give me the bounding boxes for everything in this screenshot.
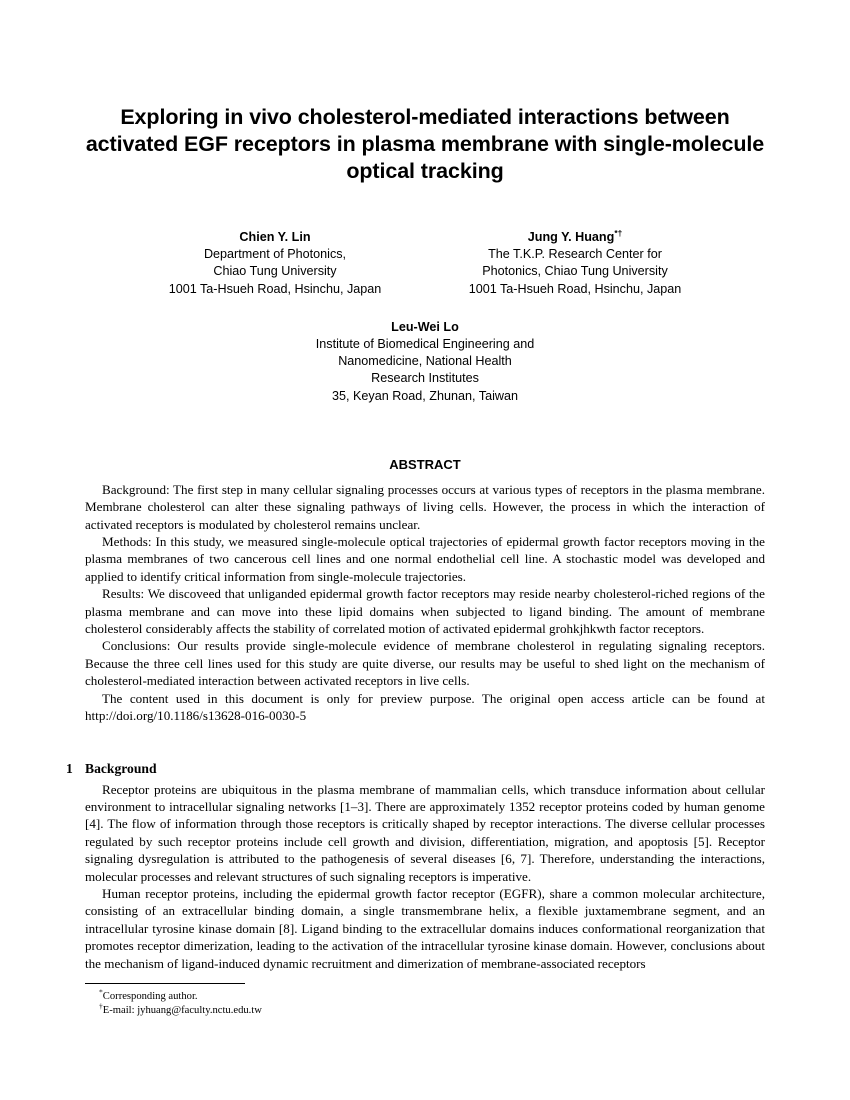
author-affiliation-line: Photonics, Chiao Tung University xyxy=(482,264,668,279)
author-affiliation-line: 1001 Ta-Hsueh Road, Hsinchu, Japan xyxy=(468,281,682,296)
author-affiliation-line: Institute of Biomedical Engineering and xyxy=(315,337,535,352)
section-heading xyxy=(66,760,765,778)
footnote-text: Corresponding author. xyxy=(102,991,198,1002)
abstract-preview-notice: The content used in this document is only for preview purpose. The original open access article can be found at http://doi.org/10.1186/s13628-016-0030-5 xyxy=(85,690,765,724)
author-name xyxy=(425,229,725,246)
footnote-block xyxy=(85,983,765,1018)
footnote-separator-rule xyxy=(85,983,245,984)
author-entry-2 xyxy=(425,229,725,298)
abstract-heading: ABSTRACT xyxy=(389,456,461,472)
author-name-text: Jung Y. Huang xyxy=(527,230,615,244)
author-affiliation-line: Research Institutes xyxy=(371,371,479,386)
footnote-text: E-mail: jyhuang@faculty.nctu.edu.tw xyxy=(102,1005,262,1016)
page-title: Exploring in vivo cholesterol-mediated interactions between activated EGF receptors in plasma membrane with single-molecule optical tracking xyxy=(85,105,765,183)
footnote-mark: * xyxy=(99,987,103,997)
footnote-corresponding-author xyxy=(85,987,765,1004)
author-name xyxy=(125,229,425,246)
author-name-text: Leu-Wei Lo xyxy=(391,319,459,334)
author-entry-1 xyxy=(125,229,425,298)
author-block-top xyxy=(85,185,765,298)
section-body xyxy=(85,781,765,972)
section-number: 1 xyxy=(66,760,73,776)
footnote-mark: † xyxy=(99,1001,103,1011)
page-content xyxy=(66,0,765,972)
author-name xyxy=(85,319,765,336)
section-paragraph: Human receptor proteins, including the epidermal growth factor receptor (EGFR), share a common molecular architecture, consisting of an extracellular binding domain, a single transmembrane helix, a flexible juxtamembrane segment, and an intracellular tyrosine kinase domain [8]. Ligand binding to the extracellular domains induces conformational reorganization that promotes receptor dimerization, leading to the activation of the intracellular tyrosine kinase domain. However, conclusions about the mechanism of ligand-induced dynamic recruitment and dimerization of membrane-associated receptors xyxy=(85,885,765,971)
author-affiliation-line: The T.K.P. Research Center for xyxy=(488,247,662,262)
section-background xyxy=(66,725,765,972)
author-entry-3 xyxy=(85,319,765,405)
abstract-paragraph: Conclusions: Our results provide single-molecule evidence of membrane cholesterol in regulating signaling receptors. Because the three cell lines used for this study are quite diverse, our results may be useful to shed light on the mechanism of cholesterol-mediated interaction between activated receptors in live cells. xyxy=(85,638,765,689)
author-marks: *† xyxy=(614,227,623,238)
abstract-body xyxy=(85,481,765,725)
footnote-email xyxy=(85,1001,765,1018)
author-affiliation-line: Department of Photonics, xyxy=(203,247,347,262)
abstract-paragraph: Results: We discoveed that unliganded epidermal growth factor receptors may reside nearby cholesterol-riched regions of the plasma membrane and can move into these lipid domains when subjected to ligand binding. The amount of membrane cholesterol considerably affects the stability of correlated motion of activated epidermal grohkjhkwth factor receptors. xyxy=(85,586,765,637)
author-name-text: Chien Y. Lin xyxy=(239,230,311,244)
author-affiliation-line: 1001 Ta-Hsueh Road, Hsinchu, Japan xyxy=(168,281,382,296)
author-affiliation-line: 35, Keyan Road, Zhunan, Taiwan xyxy=(331,388,518,403)
abstract-paragraph: Background: The first step in many cellular signaling processes occurs at various types of receptors in the plasma membrane. Membrane cholesterol can alter these signaling pathways of living cells. However, the process in which the interaction of activated receptors is modulated by cholesterol remains unclear. xyxy=(85,481,765,532)
section-paragraph: Receptor proteins are ubiquitous in the plasma membrane of mammalian cells, which transduce information about cellular environment to intracellular signaling networks [1–3]. There are approximately 1352 receptor proteins coded by human genome [4]. The flow of information through those receptors is critically shaped by receptor interactions. The diverse cellular processes regulated by such receptor proteins include cell growth and division, differentiation, migration, and apoptosis [5]. Receptor signaling dysregulation is attributed to the pathogenesis of several diseases [6, 7]. Therefore, understanding the interactions, molecular processes and relevant structures of such signaling receptors is imperative. xyxy=(85,781,765,884)
section-heading-text: Background xyxy=(85,760,157,776)
author-affiliation-line: Chiao Tung University xyxy=(213,264,337,279)
abstract-paragraph: Methods: In this study, we measured single-molecule optical trajectories of epidermal growth factor receptors moving in the plasma membranes of two cancerous cell lines and one normal endothelial cell line. A stochastic model was developed and applied to identify critical information from single-molecule trajectories. xyxy=(85,534,765,584)
author-affiliation-line: Nanomedicine, National Health xyxy=(338,354,512,369)
